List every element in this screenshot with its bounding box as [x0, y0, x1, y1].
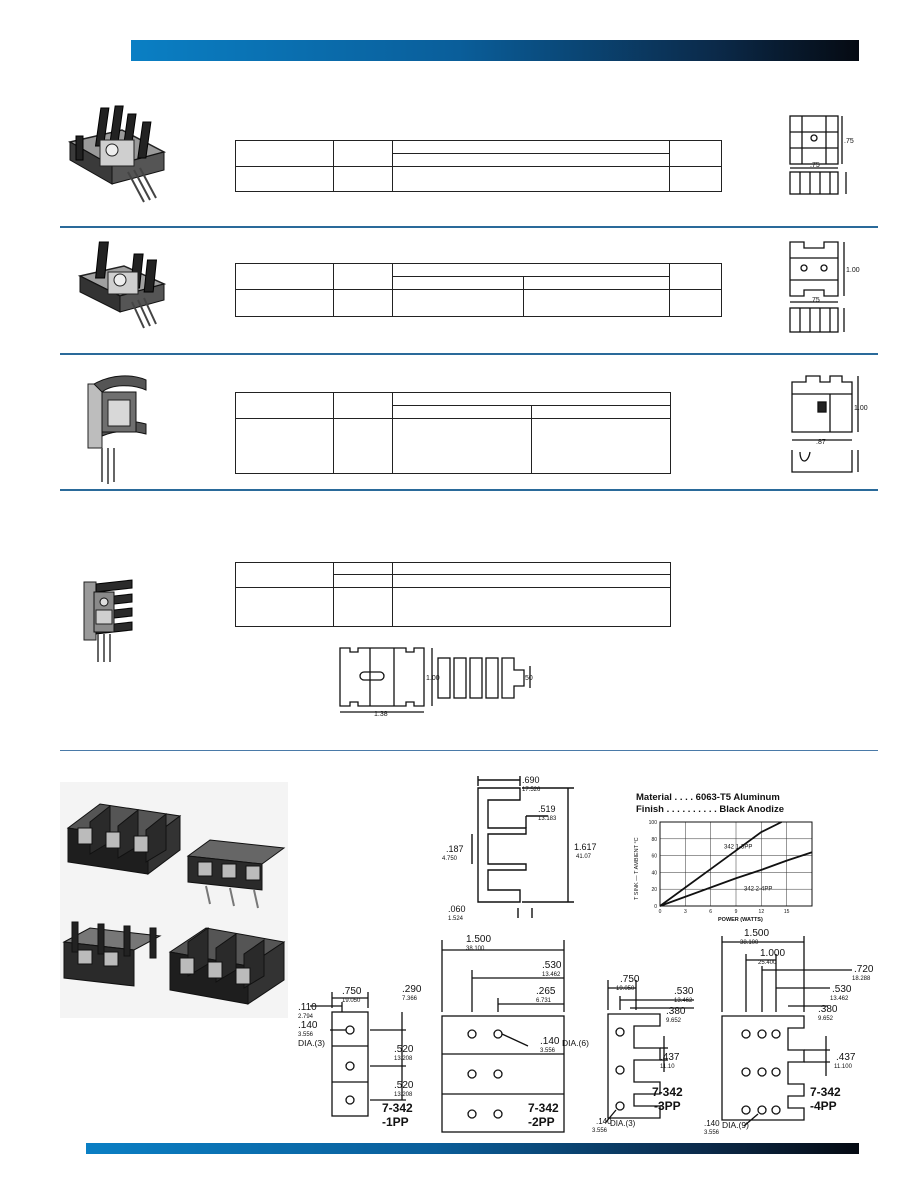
- part-suffix-1pp: -1PP: [382, 1115, 409, 1129]
- dim-width-mm: 17.526: [522, 787, 541, 793]
- dim-2pp-b-in: .265: [536, 986, 556, 997]
- dim-1pp-d-mm: 13.208: [394, 1092, 413, 1098]
- heatsink-photo-4: [78, 578, 138, 664]
- dim-4pp-c-in: .437: [836, 1052, 856, 1063]
- dim-label: .75: [844, 138, 854, 145]
- mounting-drawing-3pp: [592, 966, 718, 1138]
- chart-ytick-label: 60: [651, 853, 657, 860]
- heatsink-photo-3: [72, 370, 162, 486]
- dim-1pp-hole-in: .140: [298, 1020, 318, 1031]
- part-number-3pp: 7-342: [652, 1085, 683, 1099]
- dimension-drawing-3: [780, 372, 870, 480]
- chart-ytick-label: 100: [648, 820, 657, 826]
- dimension-drawing-1: [780, 108, 860, 200]
- dim-1pp-hole-note: DIA.(3): [298, 1038, 325, 1048]
- dim-3pp-b-mm: 9.652: [666, 1018, 682, 1024]
- dim-3pp-width-in: .750: [620, 974, 640, 985]
- section-divider-2: [60, 353, 878, 355]
- dim-4pp-m-mm: 25.400: [758, 960, 777, 966]
- dim-label: .75: [810, 162, 820, 169]
- chart-xtick-label: 9: [734, 909, 738, 915]
- section-divider-4: [60, 750, 878, 751]
- part-suffix-3pp: -3PP: [654, 1099, 681, 1113]
- chart-ytick-label: 0: [654, 904, 657, 910]
- dim-3pp-a-mm: 13.462: [674, 998, 693, 1004]
- section-divider-3: [60, 489, 878, 491]
- mounting-drawing-4pp: [704, 926, 878, 1138]
- dim-label: 1.00: [846, 267, 860, 274]
- dim-2pp-a-in: .530: [542, 960, 562, 971]
- dim-label: .75: [810, 297, 820, 304]
- footer-bar: [86, 1143, 859, 1154]
- chart-xtick-label: 6: [709, 909, 713, 915]
- dim-2pp-hole-note: DIA.(6): [562, 1038, 589, 1048]
- dim-4pp-e-in: .720: [854, 964, 874, 975]
- dim-1pp-c-mm: 13.208: [394, 1056, 413, 1062]
- chart-xtick-label: 15: [783, 909, 790, 915]
- dim-3pp-a-in: .530: [674, 986, 694, 997]
- chart-ytick-label: 20: [651, 887, 657, 894]
- dim-gap-in: .187: [446, 844, 464, 854]
- chart-subtitle: Finish . . . . . . . . . . Black Anodize: [636, 804, 784, 815]
- spec-table-2: [235, 263, 722, 317]
- spec-table-4: [235, 562, 671, 627]
- dim-4pp-m-in: 1.000: [760, 948, 786, 959]
- dim-1pp-a-in: .110: [298, 1002, 317, 1013]
- dim-3pp-hole-note: DIA.(3): [610, 1119, 636, 1128]
- dim-2pp-hole-mm: 3.556: [540, 1048, 556, 1054]
- dim-4pp-hole-in: .140: [704, 1119, 720, 1128]
- part-suffix-2pp: -2PP: [528, 1115, 555, 1129]
- dim-4pp-e-mm: 18.288: [852, 976, 871, 982]
- dim-1pp-width-in: .750: [342, 986, 362, 997]
- heatsink-photo-2: [74, 236, 174, 332]
- dim-base-in: .060: [448, 904, 466, 914]
- dim-height-in: 1.617: [574, 842, 597, 852]
- heatsink-photo-1: [64, 100, 174, 210]
- dim-base-mm: 1.524: [448, 916, 464, 922]
- chart-xtick-label: 3: [683, 909, 687, 915]
- dim-3pp-hole-in: .140: [596, 1117, 612, 1126]
- part-suffix-4pp: -4PP: [810, 1099, 837, 1113]
- part-number-1pp: 7-342: [382, 1101, 413, 1115]
- chart-series-label: 342 1-3PP: [724, 844, 753, 851]
- dim-width-in: .690: [522, 775, 540, 785]
- dim-3pp-b-in: .380: [666, 1006, 686, 1017]
- dim-4pp-width-mm: 38.100: [740, 940, 759, 946]
- dim-label: .50: [523, 675, 533, 682]
- dim-height-mm: 41.07: [576, 854, 592, 860]
- dim-label: 1.38: [374, 711, 388, 718]
- chart-series-line: [660, 822, 782, 906]
- part-number-2pp: 7-342: [528, 1101, 559, 1115]
- dim-4pp-c-mm: 11.100: [834, 1064, 852, 1070]
- spec-table-1: [235, 140, 722, 192]
- part-number-4pp: 7-342: [810, 1085, 841, 1099]
- mounting-drawing-1pp: [290, 972, 438, 1132]
- dim-1pp-a-mm: 2.794: [298, 1014, 314, 1020]
- mounting-drawing-2pp: [438, 930, 604, 1138]
- dim-2pp-a-mm: 13.462: [542, 972, 561, 978]
- dim-3pp-width-mm: 19.050: [616, 986, 635, 992]
- dim-4pp-a-in: .530: [832, 984, 852, 995]
- dim-4pp-width-in: 1.500: [744, 928, 770, 939]
- multi-device-heatsinks-photo: [60, 782, 288, 1018]
- dim-2pp-b-mm: 6.731: [536, 998, 552, 1004]
- chart-series-label: 342 2-4PP: [744, 886, 773, 893]
- dim-2pp-width-mm: 38.100: [466, 946, 485, 952]
- section-divider-1: [60, 226, 878, 228]
- dim-fin-mm: 13.183: [538, 816, 557, 822]
- dim-1pp-width-mm: 19.050: [342, 998, 361, 1004]
- dim-2pp-hole-in: .140: [540, 1036, 560, 1047]
- dim-4pp-hole-note: DIA.(9): [722, 1120, 749, 1130]
- chart-ytick-label: 80: [651, 836, 657, 843]
- dim-4pp-a-mm: 13.462: [830, 996, 849, 1002]
- dim-1pp-b-mm: 7.366: [402, 996, 418, 1002]
- dim-1pp-d-in: .520: [394, 1080, 414, 1091]
- dim-4pp-hole-mm: 3.556: [704, 1130, 720, 1136]
- header-bar: [131, 40, 859, 61]
- dim-4pp-b-in: .380: [818, 1004, 838, 1015]
- chart-ylabel: T SINK — T AMBIENT °C: [634, 837, 640, 900]
- dim-3pp-c-in: .437: [660, 1052, 680, 1063]
- extrusion-profile-drawing: [418, 772, 598, 922]
- chart-xtick-label: 0: [658, 909, 662, 915]
- dim-gap-mm: 4.750: [442, 856, 458, 862]
- dim-1pp-hole-mm: 3.556: [298, 1032, 314, 1038]
- dim-label: 1.00: [854, 405, 868, 412]
- dim-fin-in: .519: [538, 804, 556, 814]
- thermal-performance-chart: [628, 788, 818, 924]
- dimension-drawing-2: [780, 236, 860, 336]
- spec-table-3: [235, 392, 671, 474]
- dim-2pp-width-in: 1.500: [466, 934, 492, 945]
- chart-title: Material . . . . 6063-T5 Aluminum: [636, 792, 780, 803]
- dim-1pp-c-in: .520: [394, 1044, 414, 1055]
- dim-3pp-hole-mm: 3.556: [592, 1128, 608, 1134]
- chart-xlabel: POWER (WATTS): [718, 917, 763, 923]
- dim-4pp-b-mm: 9.652: [818, 1016, 834, 1022]
- chart-ytick-label: 40: [651, 870, 657, 877]
- dim-label: .87: [816, 439, 826, 446]
- chart-xtick-label: 12: [758, 909, 765, 915]
- dim-3pp-c-mm: 11.10: [660, 1064, 675, 1070]
- dimension-drawing-4: [330, 642, 540, 722]
- dim-1pp-b-in: .290: [402, 984, 422, 995]
- dim-label: 1.00: [426, 675, 440, 682]
